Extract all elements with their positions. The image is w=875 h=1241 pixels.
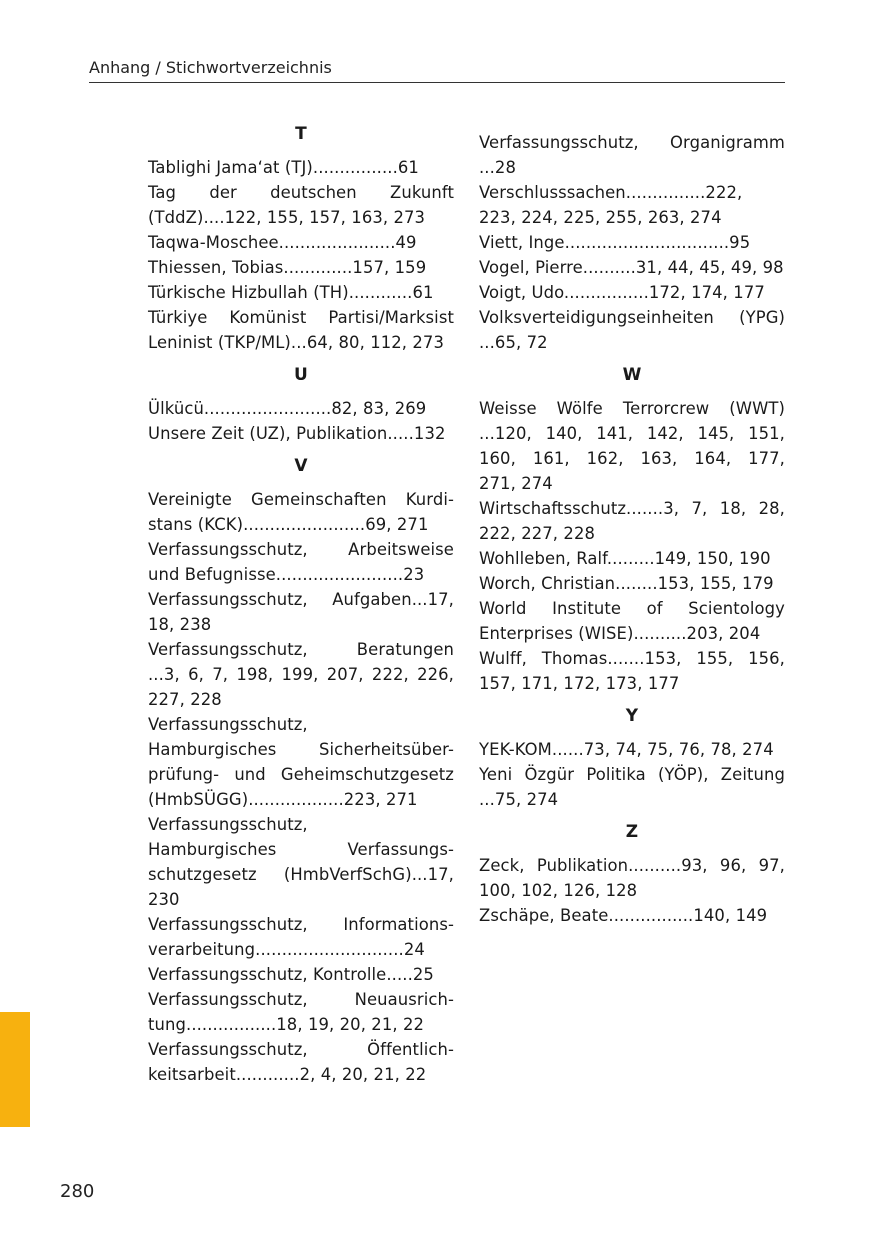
index-entry-line: Enterprises (WISE)..........203, 204 bbox=[479, 624, 761, 643]
index-entry-line: Weisse Wölfe Terrorcrew (WWT) bbox=[479, 399, 785, 418]
index-entry bbox=[479, 496, 785, 546]
index-entry-line: Türkiye Komünist Partisi/Marksist bbox=[148, 308, 454, 327]
index-entry bbox=[479, 853, 785, 903]
index-entry bbox=[148, 987, 454, 1037]
index-entry bbox=[479, 130, 785, 180]
index-entry-line: Verschlusssachen...............222, bbox=[479, 183, 743, 202]
index-entry-line: World Institute of Scientology bbox=[479, 599, 785, 618]
index-entry bbox=[148, 230, 454, 255]
index-entry-line: ...3, 6, 7, 198, 199, 207, 222, 226, bbox=[148, 665, 454, 684]
index-entry bbox=[148, 637, 454, 712]
index-entry-line: Volksverteidigungseinheiten (YPG) bbox=[479, 308, 785, 327]
index-entry-line: Thiessen, Tobias.............157, 159 bbox=[148, 258, 427, 277]
index-entry bbox=[148, 421, 454, 446]
index-entry bbox=[479, 230, 785, 255]
index-entry bbox=[479, 305, 785, 355]
index-entry bbox=[148, 962, 454, 987]
index-entry-line: (HmbSÜGG)..................223, 271 bbox=[148, 790, 418, 809]
index-entry bbox=[479, 646, 785, 696]
index-entry bbox=[479, 396, 785, 496]
index-entry-line: Vereinigte Gemeinschaften Kurdi- bbox=[148, 490, 454, 509]
index-entry-line: ...75, 274 bbox=[479, 790, 559, 809]
index-entry bbox=[479, 255, 785, 280]
index-entry-line: Yeni Özgür Politika (YÖP), Zeitung bbox=[479, 765, 785, 784]
index-entry bbox=[148, 712, 454, 812]
index-entry bbox=[479, 596, 785, 646]
index-entry-line: Hamburgisches Verfassungs- bbox=[148, 840, 454, 859]
index-entry-line: 160, 161, 162, 163, 164, 177, bbox=[479, 449, 785, 468]
index-entry-line: Taqwa-Moschee......................49 bbox=[148, 233, 417, 252]
index-entry-line: 223, 224, 225, 255, 263, 274 bbox=[479, 208, 722, 227]
index-entry-line: 100, 102, 126, 128 bbox=[479, 881, 638, 900]
index-entry bbox=[479, 903, 785, 928]
index-entry-line: Türkische Hizbullah (TH)............61 bbox=[148, 283, 434, 302]
index-entry bbox=[479, 180, 785, 230]
index-entry-line: und Befugnisse........................23 bbox=[148, 565, 425, 584]
index-entry-line: Hamburgisches Sicherheitsüber- bbox=[148, 740, 454, 759]
index-entry-line: Tag der deutschen Zukunft bbox=[148, 183, 454, 202]
index-entry-line: Leninist (TKP/ML)...64, 80, 112, 273 bbox=[148, 333, 444, 352]
index-entry-line: Ülkücü........................82, 83, 269 bbox=[148, 399, 427, 418]
index-entry-line: YEK-KOM......73, 74, 75, 76, 78, 274 bbox=[479, 740, 774, 759]
index-entry bbox=[479, 546, 785, 571]
index-entry bbox=[479, 571, 785, 596]
index-entry-line: verarbeitung............................24 bbox=[148, 940, 425, 959]
index-entry bbox=[479, 280, 785, 305]
index-entry-line: Verfassungsschutz, bbox=[148, 715, 308, 734]
index-entry-line: Verfassungsschutz, Kontrolle.....25 bbox=[148, 965, 434, 984]
index-entry-line: Verfassungsschutz, bbox=[148, 815, 308, 834]
index-entry-line: tung.................18, 19, 20, 21, 22 bbox=[148, 1015, 425, 1034]
index-entry bbox=[148, 587, 454, 637]
page-number: 280 bbox=[60, 1181, 95, 1202]
index-entry-line: ...28 bbox=[479, 158, 516, 177]
index-entry-line: Verfassungsschutz, Beratungen bbox=[148, 640, 454, 659]
index-entry-line: 271, 274 bbox=[479, 474, 553, 493]
index-entry bbox=[148, 180, 454, 230]
index-entry-line: keitsarbeit............2, 4, 20, 21, 22 bbox=[148, 1065, 427, 1084]
index-entry-line: ...65, 72 bbox=[479, 333, 548, 352]
index-entry-line: ...120, 140, 141, 142, 145, 151, bbox=[479, 424, 785, 443]
index-entry bbox=[148, 305, 454, 355]
index-column-right bbox=[479, 130, 785, 928]
index-entry bbox=[148, 812, 454, 912]
index-letter-heading: T bbox=[295, 124, 307, 144]
index-entry-line: 227, 228 bbox=[148, 690, 222, 709]
index-entry-line: Worch, Christian........153, 155, 179 bbox=[479, 574, 774, 593]
index-entry-line: Verfassungsschutz, Informations- bbox=[148, 915, 454, 934]
index-entry bbox=[479, 737, 785, 762]
index-entry-line: 222, 227, 228 bbox=[479, 524, 595, 543]
index-letter-heading: Y bbox=[625, 706, 639, 726]
index-entry-line: Vogel, Pierre..........31, 44, 45, 49, 98 bbox=[479, 258, 784, 277]
index-entry-line: Voigt, Udo................172, 174, 177 bbox=[479, 283, 765, 302]
index-entry-line: schutzgesetz (HmbVerfSchG)...17, bbox=[148, 865, 454, 884]
index-entry-line: prüfung- und Geheimschutzgesetz bbox=[148, 765, 454, 784]
header-rule bbox=[89, 82, 785, 83]
index-entry-line: 157, 171, 172, 173, 177 bbox=[479, 674, 680, 693]
index-letter-heading: U bbox=[294, 365, 308, 385]
index-entry bbox=[148, 912, 454, 962]
index-entry bbox=[148, 155, 454, 180]
index-entry-line: Verfassungsschutz, Öffentlich- bbox=[148, 1040, 454, 1059]
index-column-left bbox=[148, 122, 454, 1087]
index-letter-heading: W bbox=[622, 365, 642, 385]
running-header: Anhang / Stichwortverzeichnis bbox=[89, 58, 332, 77]
index-entry-line: Unsere Zeit (UZ), Publikation.....132 bbox=[148, 424, 446, 443]
index-entry bbox=[148, 396, 454, 421]
index-entry-line: Tablighi Jama‘at (TJ)................61 bbox=[148, 158, 419, 177]
index-entry bbox=[148, 280, 454, 305]
index-entry-line: Wirtschaftsschutz.......3, 7, 18, 28, bbox=[479, 499, 785, 518]
index-entry bbox=[479, 762, 785, 812]
index-entry-line: Verfassungsschutz, Neuausrich- bbox=[148, 990, 454, 1009]
index-entry-line: (TddZ)....122, 155, 157, 163, 273 bbox=[148, 208, 426, 227]
index-entry bbox=[148, 537, 454, 587]
index-entry-line: 230 bbox=[148, 890, 180, 909]
index-entry-line: Wulff, Thomas.......153, 155, 156, bbox=[479, 649, 785, 668]
index-entry bbox=[148, 1037, 454, 1087]
index-entry-line: Wohlleben, Ralf.........149, 150, 190 bbox=[479, 549, 771, 568]
index-entry-line: 18, 238 bbox=[148, 615, 212, 634]
index-entry-line: Viett, Inge...............................95 bbox=[479, 233, 751, 252]
chapter-tab-marker bbox=[0, 1012, 30, 1127]
index-entry-line: stans (KCK).......................69, 271 bbox=[148, 515, 429, 534]
index-entry-line: Verfassungsschutz, Arbeitsweise bbox=[148, 540, 454, 559]
index-letter-heading: Z bbox=[625, 822, 639, 842]
index-entry-line: Zeck, Publikation..........93, 96, 97, bbox=[479, 856, 785, 875]
index-entry-line: Zschäpe, Beate................140, 149 bbox=[479, 906, 768, 925]
index-letter-heading: V bbox=[294, 456, 308, 476]
index-entry bbox=[148, 487, 454, 537]
index-entry-line: Verfassungsschutz, Aufgaben...17, bbox=[148, 590, 454, 609]
index-entry-line: Verfassungsschutz, Organigramm bbox=[479, 133, 785, 152]
index-entry bbox=[148, 255, 454, 280]
